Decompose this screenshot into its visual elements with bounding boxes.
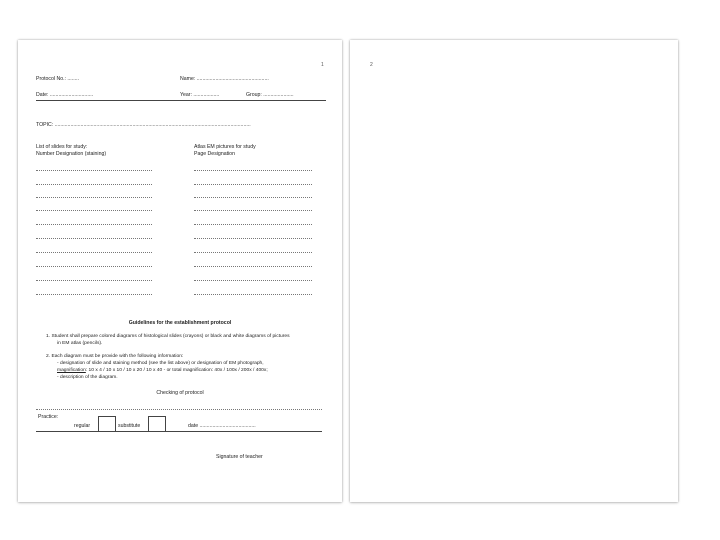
guidelines-title: Guidelines for the establishment protocol [128,320,232,326]
guideline-item-1-line-2: in EM atlas (pencils). [57,341,103,346]
checking-divider [36,409,322,410]
atlas-entry-line [194,197,312,198]
magnification-label: magnification [57,368,86,373]
atlas-list-title: Atlas EM pictures for study [194,144,256,150]
slide-entry-line [36,197,152,198]
practice-label: Practice: [38,414,59,420]
regular-checkbox[interactable] [98,416,116,432]
regular-label: regular [74,423,91,429]
year-field: Year: .................. [180,92,220,98]
slides-list-columns: Number Designation (staining) [36,151,107,157]
guideline-item-2-line-3 [57,368,268,374]
name-field: Name: .................................................. [180,76,269,82]
atlas-entry-line [194,170,312,171]
guideline-item-2-line-4: - description of the diagram. [57,375,118,380]
atlas-entry-line [194,252,312,253]
page-number: 2 [370,62,373,68]
teacher-signature-label: Signature of teacher [216,454,263,460]
slide-entry-line [36,252,152,253]
document-page-2 [350,40,678,502]
atlas-entry-line [194,210,312,211]
guideline-item-1-line-1: 1. Student shall prepare colored diagrams of histological slides (crayons) or black and white diagrams of pictures [46,334,290,339]
guideline-item-2-line-2: - designation of slide and staining method (see the list above) or designation of EM photograph, [57,361,264,366]
date-field: Date: .............................. [36,92,94,98]
slide-entry-line [36,170,152,171]
checking-bottom-divider [36,431,322,432]
substitute-label: substitute [118,423,141,429]
header-divider [36,100,326,101]
atlas-entry-line [194,224,312,225]
slide-entry-line [36,266,152,267]
slide-entry-line [36,224,152,225]
slide-entry-line [36,210,152,211]
slide-entry-line [36,238,152,239]
substitute-checkbox[interactable] [148,416,166,432]
atlas-list-columns: Page Designation [194,151,235,157]
topic-field: TOPIC: ........................................................................................................................................ [36,122,251,128]
atlas-entry-line [194,238,312,239]
page-number: 1 [321,62,324,68]
checking-title: Checking of protocol [156,390,204,396]
group-field: Group: ..................... [246,92,294,98]
slides-list-title: List of slides for study: [36,144,88,150]
guideline-item-2-line-1: 2. Each diagram must be provide with the following information: [46,354,184,359]
slide-entry-line [36,184,152,185]
slide-entry-line [36,294,152,295]
atlas-entry-line [194,184,312,185]
atlas-entry-line [194,294,312,295]
atlas-entry-line [194,280,312,281]
slide-entry-line [36,280,152,281]
checking-date-field: date ....................................... [188,423,256,429]
magnification-values: : 10 x 4 / 10 x 10 / 10 x 20 / 10 x 40 - or total magnification: 40x / 100x / 200x / 400x; [85,368,268,373]
document-page-1 [18,40,342,502]
atlas-entry-line [194,266,312,267]
protocol-number-field: Protocol No.: ........ [36,76,79,82]
